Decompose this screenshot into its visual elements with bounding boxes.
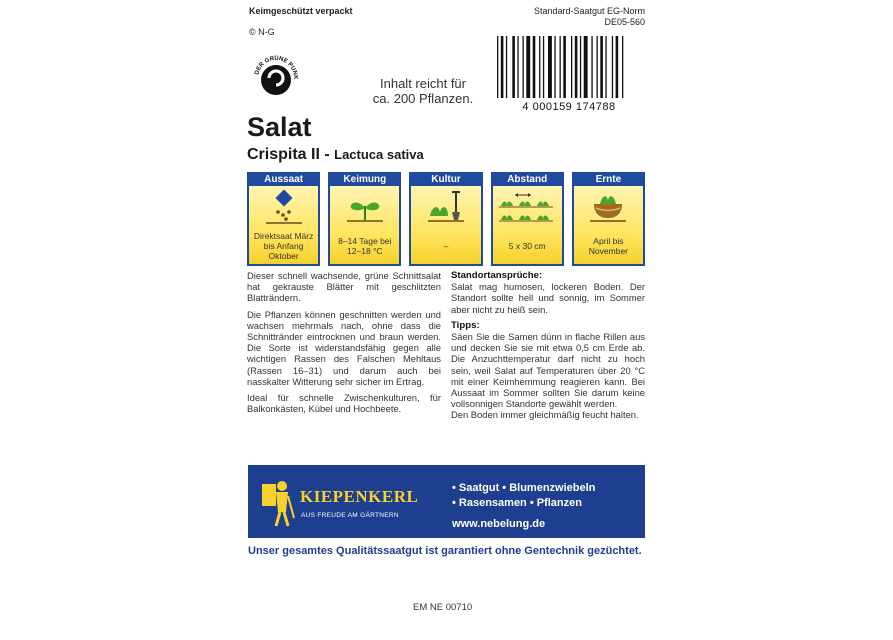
panel-ernte [572, 172, 645, 266]
footer-code: EM NE 00710 [413, 602, 473, 613]
barcode-bar [526, 36, 530, 98]
brand-url[interactable]: www.nebelung.de [452, 518, 546, 530]
care-column [451, 270, 645, 426]
description-paragraph: Dieser schnell wachsende, grüne Schnittsalat hat gekrauste Blätter mit geschlitzten Blatträndern. [247, 270, 441, 304]
packaging-note: Keimgeschützt verpackt [249, 6, 353, 16]
green-dot-logo [248, 48, 304, 104]
barcode-bar [622, 36, 623, 98]
panel-heading: Aussaat [249, 174, 318, 186]
barcode-bar [497, 36, 498, 98]
location-text: Salat mag humosen, lockeren Boden. Der Standort sollte hell und sonnig, im Sommer aber nicht zu heiß sein. [451, 281, 645, 315]
barcode-bar [501, 36, 504, 98]
barcode-bar [554, 36, 555, 98]
description-column [247, 270, 441, 419]
panel-kultur [409, 172, 482, 266]
panel-text: Direktsaat März bis Anfang Oktober [253, 231, 314, 261]
barcode-bar [571, 36, 572, 98]
latin-name: Lactuca sativa [334, 147, 424, 162]
brand-product-list [452, 481, 595, 532]
panel-heading: Kultur [411, 174, 480, 186]
barcode-bar [580, 36, 581, 98]
barcode-bar [533, 36, 536, 98]
spade-icon [411, 186, 480, 228]
barcode-bar [523, 36, 524, 98]
barcode-bar [512, 36, 515, 98]
harvest-bowl-icon [574, 186, 643, 228]
brand-tagline: AUS FREUDE AM GÄRTNERN [301, 512, 399, 519]
kiepenkerl-mascot-icon [258, 474, 296, 535]
barcode-bar [506, 36, 507, 98]
contents-line-1: Inhalt reicht für [380, 76, 466, 91]
cultivation-panels [247, 172, 645, 266]
barcode-bar [517, 36, 518, 98]
brand-line-2: • Rasensamen • Pflanzen [452, 497, 582, 509]
barcode-bar [575, 36, 578, 98]
description-paragraph: Die Pflanzen können geschnitten werden und wachsen mehrmals nach, ohne dass die Schnittränder eintrocknen und braun werden. Die Sorte ist widerstandsfähig gegen alle wichtigen Rassen des Falschen Mehltaus (Rassen 16–31) und darum auch bei nasskalter Witterung sehr sicher im Ertrag. [247, 308, 441, 387]
panel-text: April bis November [588, 236, 629, 256]
barcode-bar [616, 36, 619, 98]
green-dot-text: DER GRÜNE PUNK [254, 55, 299, 80]
barcode-bar [584, 36, 588, 98]
seed-standard-code: DE05-560 [604, 17, 645, 27]
product-title: Salat [247, 112, 312, 142]
barcode [493, 36, 645, 100]
panel-text: 5 x 30 cm [508, 241, 546, 251]
barcode-bar [563, 36, 566, 98]
panel-text: 8–14 Tage bei 12–18 °C [338, 236, 392, 256]
spacing-icon [493, 186, 562, 228]
barcode-bar [597, 36, 598, 98]
panel-text: – [443, 241, 449, 251]
seed-bag-icon [249, 186, 318, 228]
barcode-bar [543, 36, 544, 98]
panel-heading: Keimung [330, 174, 399, 186]
tips-text: Säen Sie die Samen dünn in flache Rillen aus und decken Sie sie mit etwa 0,5 cm Erde ab. Die Anzuchttemperatur darf nicht zu hoch sein, weil Salat auf Temperaturen über 20 °C mit einer Keimhemmung reagieren kann. Bei Aussaat im Sommer sollten Sie darum keine vollsonnigen Standorte gewählt werden. [451, 331, 645, 410]
barcode-bar [612, 36, 613, 98]
gmo-free-guarantee: Unser gesamtes Qualitätssaatgut ist garantiert ohne Gentechnik gezüchtet. [248, 545, 642, 557]
panel-keimung [328, 172, 401, 266]
barcode-bar [548, 36, 552, 98]
variety-name: Crispita II - [247, 146, 335, 163]
barcode-bar [560, 36, 561, 98]
tips-text: Den Boden immer gleichmäßig feucht halten. [451, 409, 639, 421]
panel-abstand [491, 172, 564, 266]
contents-info [358, 76, 488, 106]
product-subtitle [247, 146, 424, 164]
brand-line-1: • Saatgut • Blumenzwiebeln [452, 482, 596, 494]
seed-standard-label: Standard-Saatgut EG-Norm [533, 6, 645, 16]
contents-line-2: ca. 200 Pflanzen. [372, 91, 474, 106]
tips-heading: Tipps: [451, 319, 480, 331]
barcode-bar [591, 36, 592, 98]
seedling-icon [330, 186, 399, 228]
barcode-bar [539, 36, 540, 98]
panel-heading: Ernte [574, 174, 643, 186]
panel-heading: Abstand [493, 174, 562, 186]
panel-aussaat [247, 172, 320, 266]
barcode-number: 4 000159 174788 [522, 101, 616, 113]
description-paragraph: Ideal für schnelle Zwischenkulturen, für Balkonkästen, Kübel und Hochbeete. [247, 392, 441, 415]
brand-name: KIEPENKERL [300, 487, 419, 506]
barcode-bar [605, 36, 606, 98]
barcode-bar [600, 36, 603, 98]
copyright-note: © N-G [249, 27, 275, 37]
location-heading: Standortansprüche: [451, 270, 543, 281]
